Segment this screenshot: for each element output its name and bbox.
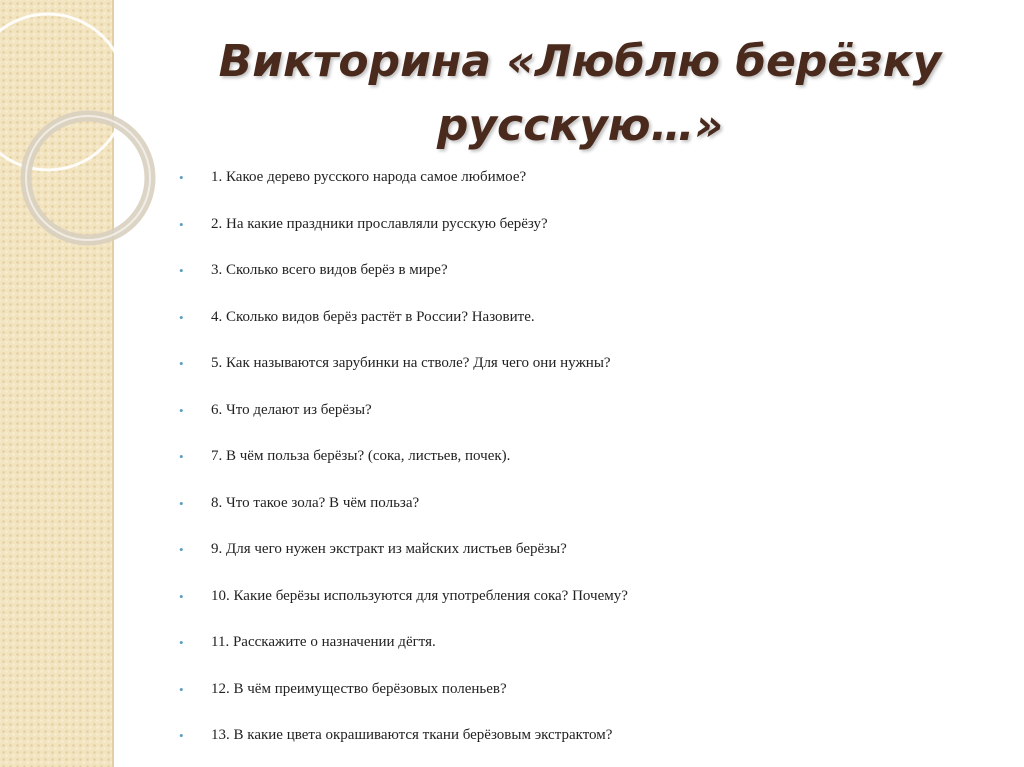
question-text: 13. В какие цвета окрашиваются ткани берёзовым экстрактом? <box>211 727 613 743</box>
list-item <box>175 680 995 727</box>
side-panel-edge <box>112 0 114 767</box>
question-list <box>175 168 995 767</box>
bullet-dot-icon: • <box>179 309 184 325</box>
bullet-dot-icon: • <box>179 728 184 743</box>
question-text: 12. В чём преимущество берёзовых поленьев? <box>211 680 507 697</box>
list-item <box>175 308 995 355</box>
question-text: 3. Сколько всего видов берёз в мире? <box>211 262 448 278</box>
question-text: 6. Что делают из берёзы? <box>211 401 372 418</box>
bullet-dot-icon: • <box>179 402 184 418</box>
list-item <box>175 261 995 308</box>
bullet-dot-icon: • <box>179 170 184 185</box>
list-item <box>175 168 995 215</box>
question-text: 11. Расскажите о назначении дёгтя. <box>211 634 436 650</box>
list-item <box>175 633 995 680</box>
bullet-dot-icon: • <box>179 216 184 232</box>
bullet-dot-icon: • <box>179 681 184 697</box>
question-text: 5. Как называются зарубинки на стволе? Для чего они нужны? <box>211 355 611 371</box>
bullet-dot-icon: • <box>179 449 184 464</box>
slide-title: Викторина «Люблю берёзку русскую…» <box>218 36 942 151</box>
bullet-dot-icon: • <box>179 635 184 650</box>
bullet-dot-icon: • <box>179 495 184 511</box>
question-text: 8. Что такое зола? В чём польза? <box>211 494 420 511</box>
list-item <box>175 447 995 494</box>
question-text: 10. Какие берёзы используются для употребления сока? Почему? <box>211 587 628 604</box>
list-item <box>175 215 995 262</box>
question-text: 4. Сколько видов берёз растёт в России? Назовите. <box>211 308 535 325</box>
bullet-dot-icon: • <box>179 542 184 557</box>
list-item <box>175 587 995 634</box>
question-text: 2. На какие праздники прославляли русскую берёзу? <box>211 215 548 232</box>
list-item <box>175 354 995 401</box>
question-text: 1. Какое дерево русского народа самое любимое? <box>211 169 527 185</box>
list-item <box>175 540 995 587</box>
question-text: 9. Для чего нужен экстракт из майских листьев берёзы? <box>211 541 567 557</box>
bullet-dot-icon: • <box>179 263 184 278</box>
bullet-dot-icon: • <box>179 588 184 604</box>
decorative-side-panel <box>0 0 112 767</box>
bullet-dot-icon: • <box>179 356 184 371</box>
list-item <box>175 726 995 767</box>
list-item <box>175 494 995 541</box>
question-text: 7. В чём польза берёзы? (сока, листьев, почек). <box>211 448 511 464</box>
list-item <box>175 401 995 448</box>
